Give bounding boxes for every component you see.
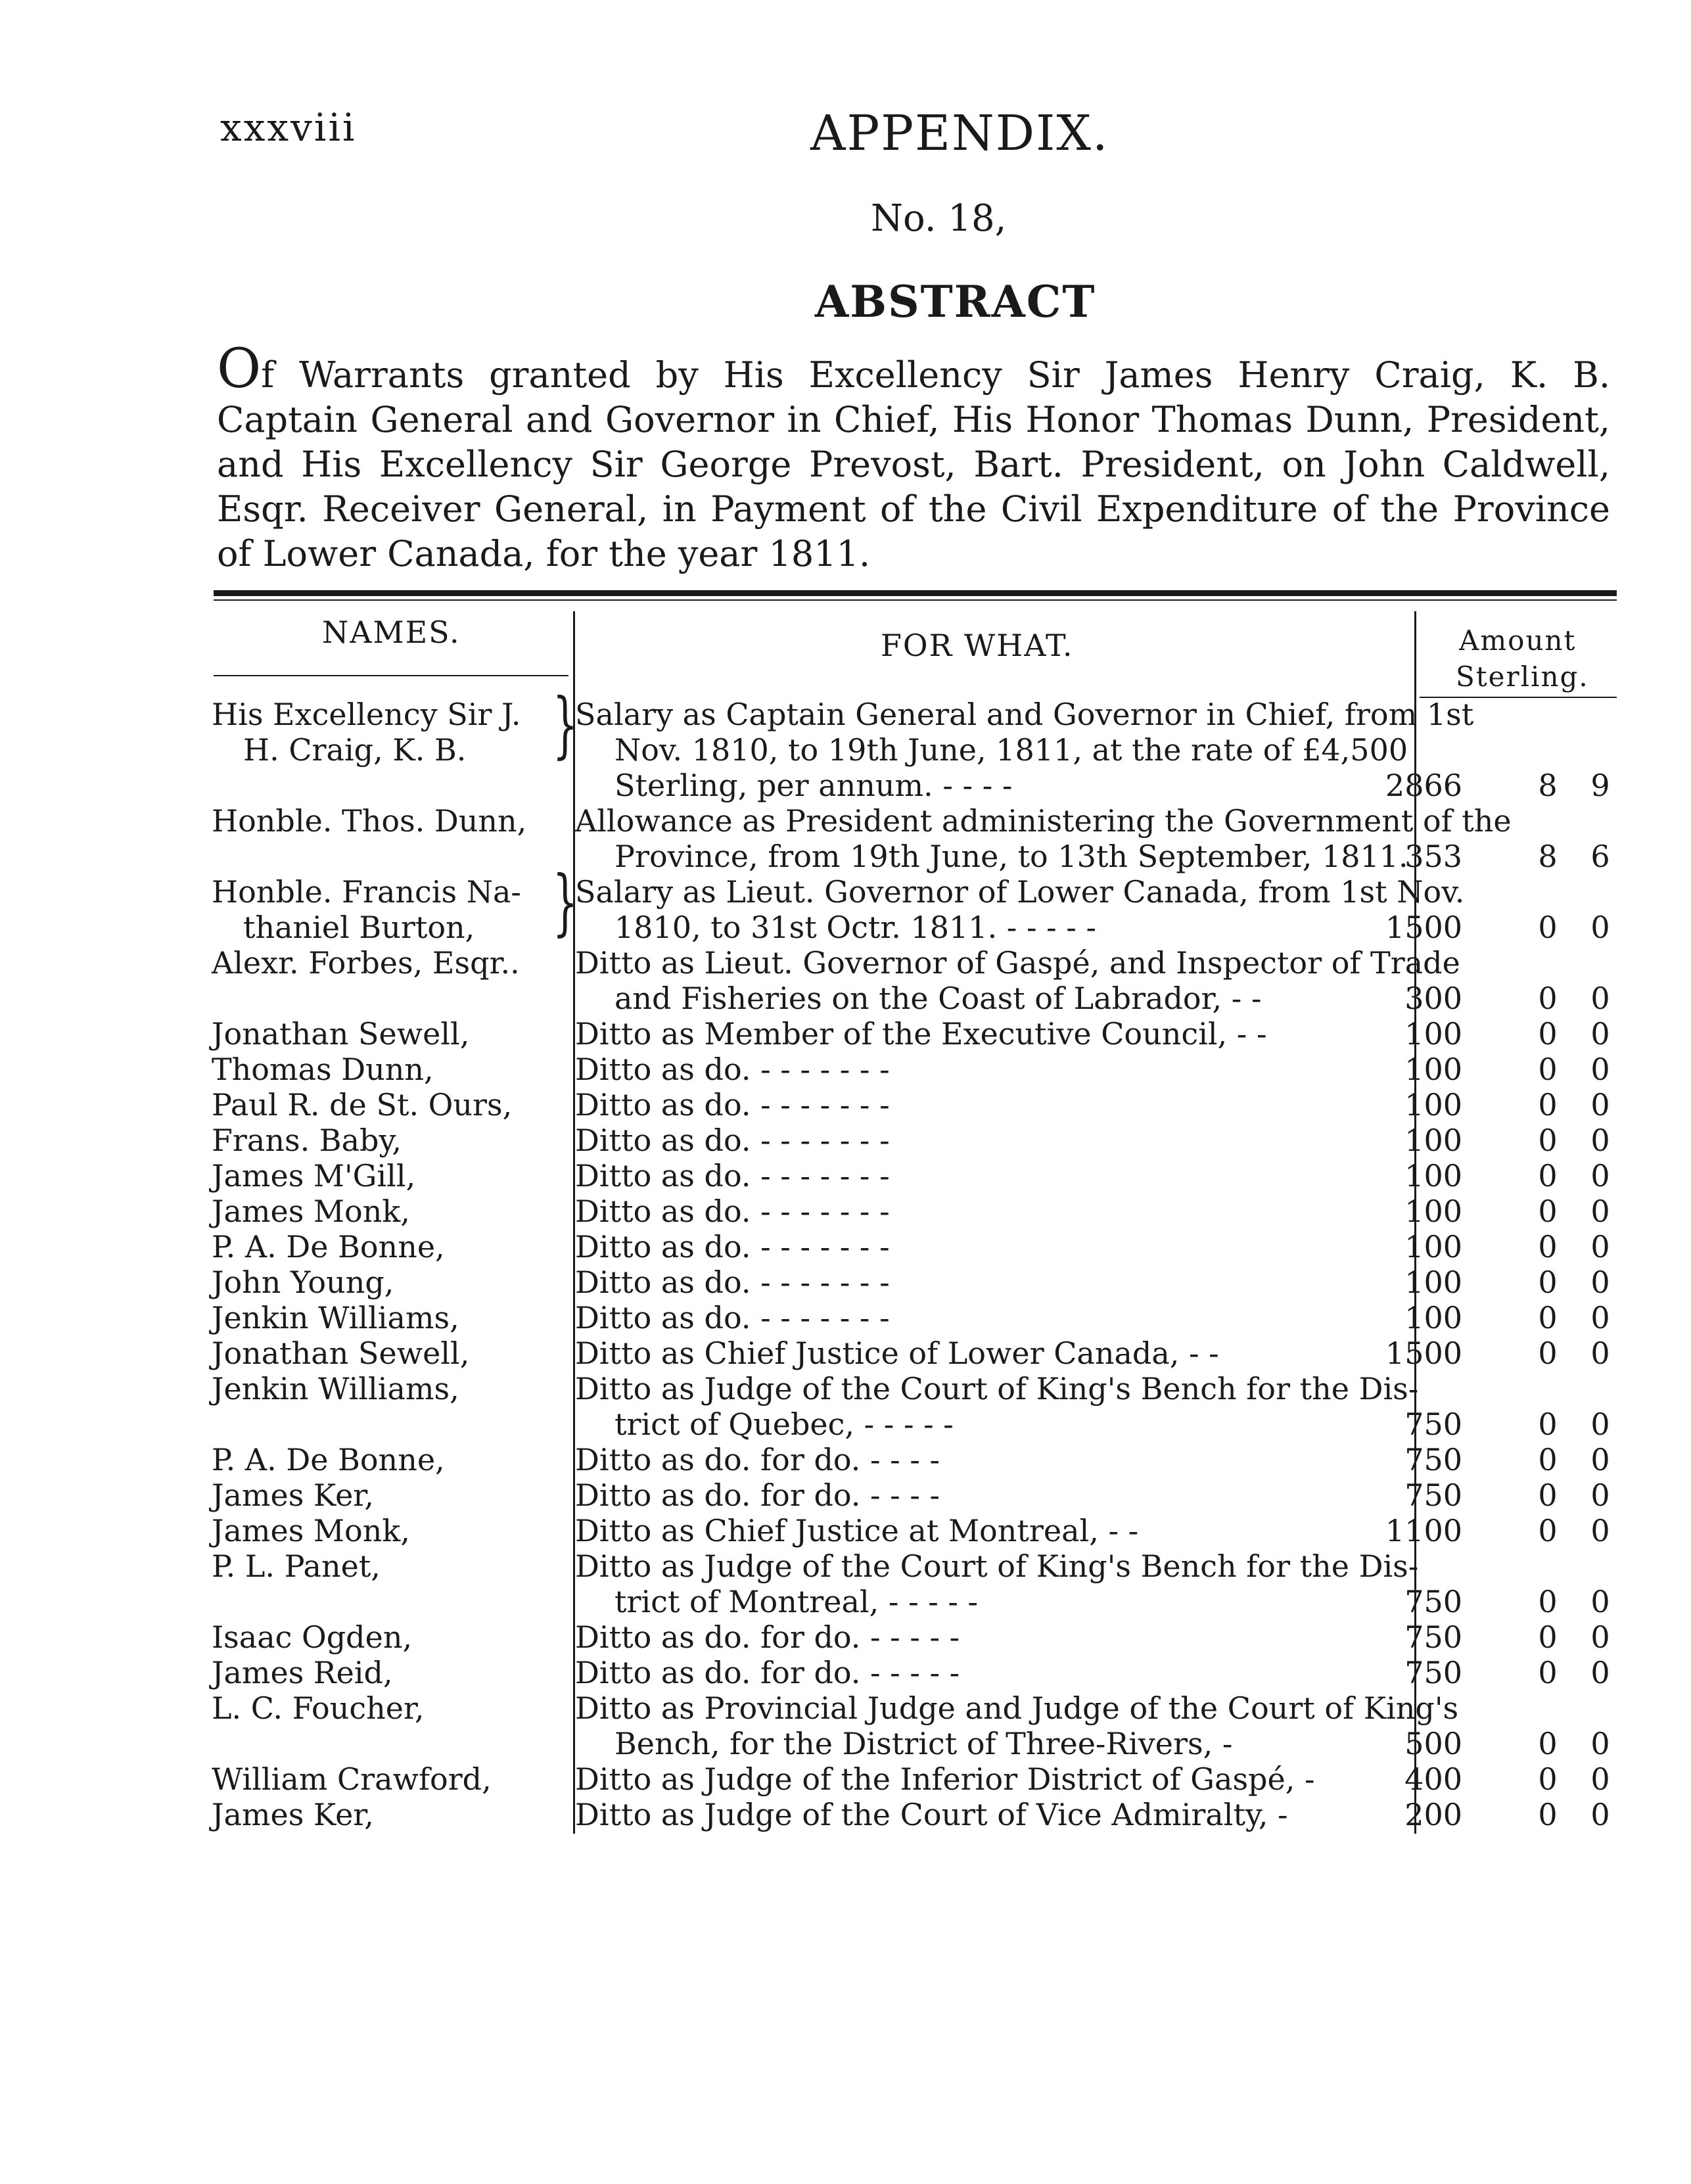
shillings-cell: 0 [1538,1229,1558,1265]
for-what-cell: Ditto as Lieut. Governor of Gaspé, and Inspector of Trade [575,945,1460,981]
pence-cell: 0 [1590,1442,1610,1477]
amount-cell: 1100 [1385,1513,1462,1548]
shillings-cell: 8 [1538,839,1558,874]
for-what-cell: Ditto as do. for do. - - - - - [575,1655,960,1690]
amount-cell: 353 [1404,839,1462,874]
amount-cell: 100 [1404,1265,1462,1300]
amount-cell: 300 [1404,981,1462,1016]
pence-cell: 0 [1590,1797,1610,1832]
shillings-cell: 0 [1538,1513,1558,1548]
table-row [0,1336,1691,1371]
intro-paragraph [217,338,1610,576]
for-what-cell: trict of Quebec, - - - - - [614,1406,954,1442]
table-row [0,860,1691,945]
amount-cell: 1500 [1385,910,1462,945]
amount-cell: 100 [1404,1087,1462,1123]
amount-cell: 400 [1404,1761,1462,1797]
table-row [0,1655,1691,1690]
shillings-cell: 0 [1538,1087,1558,1123]
pence-cell: 0 [1590,1655,1610,1690]
shillings-cell: 0 [1538,1442,1558,1477]
table-row [0,1513,1691,1548]
pence-cell: 9 [1590,768,1610,803]
appendix-number: No. 18, [871,197,1007,240]
for-what-cell: Ditto as do. for do. - - - - [575,1442,940,1477]
pence-cell: 0 [1590,1336,1610,1371]
shillings-cell: 0 [1538,1016,1558,1052]
amount-cell: 200 [1404,1797,1462,1832]
amount-cell: 750 [1404,1584,1462,1619]
amount-cell: 750 [1404,1477,1462,1513]
pence-cell: 0 [1590,1300,1610,1336]
for-what-cell: Ditto as do. - - - - - - - [575,1123,890,1158]
shillings-cell: 0 [1538,1336,1558,1371]
name-cell: Jonathan Sewell, [212,1016,470,1052]
shillings-cell: 0 [1538,1619,1558,1655]
name-cell: P. A. De Bonne, [212,1442,445,1477]
name-cell: Isaac Ogden, [212,1619,413,1655]
pence-cell: 0 [1590,981,1610,1016]
table-top-rule-thin [214,599,1617,601]
for-what-cell: Ditto as do. - - - - - - - [575,1158,890,1194]
for-what-cell: Ditto as Judge of the Court of King's Bench for the Dis- [575,1371,1419,1406]
name-cell: Frans. Baby, [212,1123,402,1158]
pence-cell: 0 [1590,1194,1610,1229]
for-what-cell: Salary as Lieut. Governor of Lower Canada, from 1st Nov. [575,874,1465,910]
name-cell: Jonathan Sewell, [212,1336,470,1371]
name-cell: H. Craig, K. B. [243,732,467,768]
shillings-cell: 0 [1538,1477,1558,1513]
name-cell: Honble. Thos. Dunn, [212,803,527,839]
shillings-cell: 0 [1538,1158,1558,1194]
name-cell: Jenkin Williams, [212,1371,459,1406]
table-row [0,1797,1691,1832]
for-what-cell: Ditto as Chief Justice of Lower Canada, - - [575,1336,1219,1371]
for-what-cell: Ditto as do. - - - - - - - [575,1300,890,1336]
for-what-cell: 1810, to 31st Octr. 1811. - - - - - [614,910,1097,945]
table-row [0,1087,1691,1123]
shillings-cell: 0 [1538,1052,1558,1087]
column-header-amount: Amount [1459,624,1577,657]
amount-cell: 750 [1404,1406,1462,1442]
for-what-cell: Ditto as Member of the Executive Council, - - [575,1016,1267,1052]
for-what-cell: Ditto as do. for do. - - - - [575,1477,940,1513]
brace-glyph: } [552,682,578,766]
for-what-cell: Ditto as do. - - - - - - - [575,1087,890,1123]
column-header-sterling: Sterling. [1456,661,1589,693]
pence-cell: 0 [1590,1406,1610,1442]
for-what-cell: Ditto as do. - - - - - - - [575,1194,890,1229]
name-cell: Thomas Dunn, [212,1052,434,1087]
shillings-cell: 8 [1538,768,1558,803]
names-header-rule [214,675,568,676]
pence-cell: 0 [1590,1158,1610,1194]
shillings-cell: 0 [1538,1194,1558,1229]
table-row [0,945,1691,1016]
amount-cell: 100 [1404,1300,1462,1336]
shillings-cell: 0 [1538,1584,1558,1619]
shillings-cell: 0 [1538,1726,1558,1761]
table-row [0,1265,1691,1300]
table-row [0,1548,1691,1619]
for-what-cell: Sterling, per annum. - - - - [614,768,1013,803]
name-cell: Paul R. de St. Ours, [212,1087,513,1123]
page-title: APPENDIX. [810,105,1109,162]
for-what-cell: Ditto as Judge of the Court of Vice Admiralty, - [575,1797,1288,1832]
for-what-cell: Ditto as Judge of the Court of King's Bench for the Dis- [575,1548,1419,1584]
section-heading: ABSTRACT [815,276,1096,327]
for-what-cell: Ditto as do. - - - - - - - [575,1052,890,1087]
page-number: xxxviii [220,105,357,150]
for-what-cell: Ditto as Provincial Judge and Judge of the Court of King's [575,1690,1459,1726]
name-cell: James Reid, [212,1655,393,1690]
for-what-cell: Salary as Captain General and Governor in Chief, from 1st [575,697,1474,732]
for-what-cell: Ditto as Judge of the Inferior District of Gaspé, - [575,1761,1315,1797]
table-row [0,1619,1691,1655]
for-what-cell: Nov. 1810, to 19th June, 1811, at the rate of £4,500 [614,732,1408,768]
pence-cell: 0 [1590,1123,1610,1158]
shillings-cell: 0 [1538,1123,1558,1158]
table-row [0,1477,1691,1513]
for-what-cell: Bench, for the District of Three-Rivers, - [614,1726,1233,1761]
amount-cell: 1500 [1385,1336,1462,1371]
name-cell: His Excellency Sir J. [212,697,521,732]
name-cell: William Crawford, [212,1761,492,1797]
shillings-cell: 0 [1538,1655,1558,1690]
pence-cell: 0 [1590,1016,1610,1052]
table-row [0,1761,1691,1797]
for-what-cell: Ditto as do. for do. - - - - - [575,1619,960,1655]
table-top-rule [214,590,1617,596]
table-row [0,682,1691,803]
name-cell: James Monk, [212,1513,410,1548]
amount-cell: 100 [1404,1158,1462,1194]
name-cell: James Ker, [212,1797,374,1832]
shillings-cell: 0 [1538,1797,1558,1832]
shillings-cell: 0 [1538,1761,1558,1797]
for-what-cell: Ditto as do. - - - - - - - [575,1229,890,1265]
pence-cell: 0 [1590,910,1610,945]
intro-text: f Warrants granted by His Excellency Sir James Henry Craig, K. B. Captain General and Governor in Chief, His Honor Thomas Dunn, President, and His Excellency Sir George Prevost, Bart. President, on John Caldwell, Esqr. Receiver General, in Payment of the Civil Expenditure of the Province of Lower Canada, for the year 1811. [217,354,1610,574]
shillings-cell: 0 [1538,1265,1558,1300]
pence-cell: 0 [1590,1726,1610,1761]
table-row [0,1016,1691,1052]
shillings-cell: 0 [1538,1406,1558,1442]
shillings-cell: 0 [1538,981,1558,1016]
column-header-names: NAMES. [322,615,461,650]
pence-cell: 0 [1590,1477,1610,1513]
amount-cell: 100 [1404,1229,1462,1265]
pence-cell: 0 [1590,1761,1610,1797]
name-cell: James Ker, [212,1477,374,1513]
drop-cap: O [217,338,262,400]
for-what-cell: Ditto as Chief Justice at Montreal, - - [575,1513,1139,1548]
table-row [0,1442,1691,1477]
pence-cell: 0 [1590,1052,1610,1087]
table-row [0,1123,1691,1158]
amount-cell: 100 [1404,1016,1462,1052]
table-row [0,1158,1691,1194]
pence-cell: 0 [1590,1229,1610,1265]
shillings-cell: 0 [1538,910,1558,945]
table-row [0,1229,1691,1265]
name-cell: John Young, [212,1265,394,1300]
pence-cell: 0 [1590,1087,1610,1123]
table-row [0,1371,1691,1442]
table-row [0,803,1691,874]
amount-cell: 100 [1404,1123,1462,1158]
table-row [0,1690,1691,1761]
for-what-cell: trict of Montreal, - - - - - [614,1584,979,1619]
pence-cell: 0 [1590,1584,1610,1619]
name-cell: P. L. Panet, [212,1548,381,1584]
column-header-for-what: FOR WHAT. [881,628,1074,663]
pence-cell: 0 [1590,1619,1610,1655]
for-what-cell: Province, from 19th June, to 13th September, 1811. [614,839,1408,874]
for-what-cell: Allowance as President administering the Government of the [575,803,1512,839]
pence-cell: 0 [1590,1265,1610,1300]
amount-cell: 100 [1404,1194,1462,1229]
name-cell: Jenkin Williams, [212,1300,459,1336]
pence-cell: 0 [1590,1513,1610,1548]
amount-cell: 750 [1404,1442,1462,1477]
name-cell: Honble. Francis Na- [212,874,521,910]
amount-cell: 750 [1404,1619,1462,1655]
amount-cell: 500 [1404,1726,1462,1761]
brace-glyph: } [552,860,578,944]
shillings-cell: 0 [1538,1300,1558,1336]
name-cell: James Monk, [212,1194,410,1229]
for-what-cell: Ditto as do. - - - - - - - [575,1265,890,1300]
name-cell: thaniel Burton, [243,910,475,945]
table-row [0,1300,1691,1336]
name-cell: L. C. Foucher, [212,1690,425,1726]
name-cell: P. A. De Bonne, [212,1229,445,1265]
amount-cell: 750 [1404,1655,1462,1690]
name-cell: Alexr. Forbes, Esqr.. [212,945,520,981]
table-row [0,1052,1691,1087]
amount-cell: 2866 [1385,768,1462,803]
for-what-cell: and Fisheries on the Coast of Labrador, - - [614,981,1262,1016]
amount-cell: 100 [1404,1052,1462,1087]
table-row [0,1194,1691,1229]
name-cell: James M'Gill, [212,1158,416,1194]
pence-cell: 6 [1590,839,1610,874]
